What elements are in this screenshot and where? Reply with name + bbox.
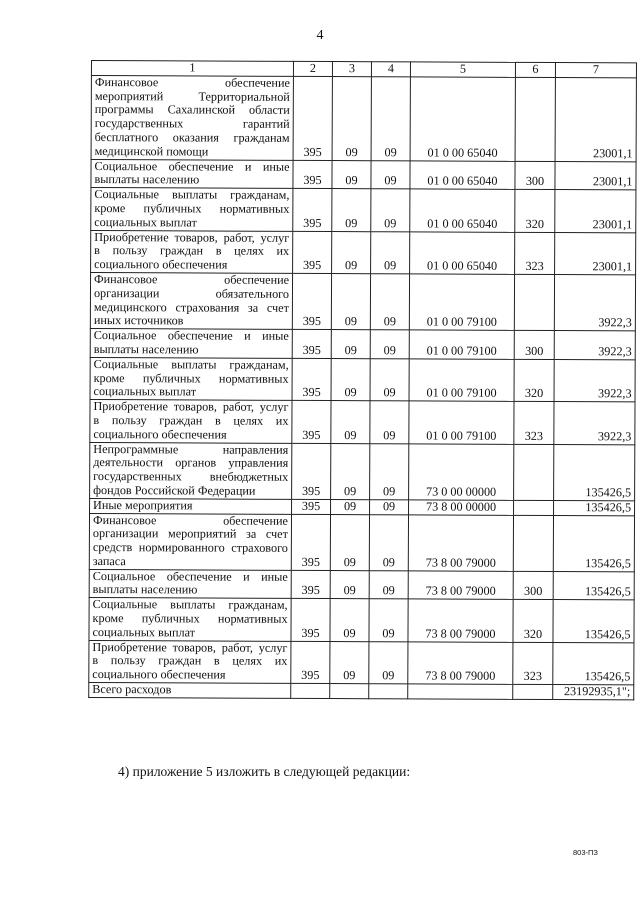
row-name-cell: Финансовое обеспечение организации обязательного медицинского страхования за счет иных источников — [90, 272, 292, 329]
row-section-cell: 09 — [331, 358, 370, 401]
row-section-cell: 09 — [331, 443, 370, 499]
row-amount-cell: 3922,3 — [554, 359, 635, 402]
row-target-cell: 73 8 00 00000 — [409, 500, 514, 515]
table-row — [89, 513, 634, 572]
empty-cell — [369, 684, 408, 699]
row-amount-cell: 135426,5 — [553, 600, 634, 643]
document-code: 803-ПЗ — [573, 848, 598, 857]
table-row — [90, 357, 635, 402]
row-subsection-cell: 09 — [371, 231, 410, 274]
row-type-cell: 323 — [515, 232, 555, 275]
row-section-cell: 09 — [330, 514, 369, 570]
empty-cell — [408, 684, 513, 699]
table-row — [91, 188, 636, 233]
row-target-cell: 73 8 00 79000 — [408, 642, 513, 685]
row-amount-cell: 135426,5 — [553, 642, 634, 685]
row-amount-cell: 23001,1 — [555, 161, 636, 190]
row-code-cell: 395 — [291, 570, 330, 599]
row-section-cell: 09 — [330, 570, 369, 599]
row-name-cell: Финансовое обеспечение организации мероприятий за счет средств нормированного страхового запаса — [89, 513, 291, 570]
empty-cell — [513, 684, 553, 699]
row-type-cell: 300 — [514, 330, 554, 359]
row-type-cell — [515, 77, 555, 161]
row-amount-cell: 23001,1 — [555, 190, 636, 233]
row-subsection-cell: 09 — [370, 443, 409, 499]
row-code-cell: 395 — [291, 599, 330, 642]
header-cell: 4 — [371, 62, 410, 77]
row-target-cell: 01 0 00 65040 — [410, 189, 515, 232]
row-name-cell: Приобретение товаров, работ, услуг в пользу граждан в целях их социального обеспечения — [89, 640, 291, 683]
row-section-cell: 09 — [332, 76, 371, 160]
header-cell: 5 — [410, 62, 515, 77]
row-target-cell: 01 0 00 79100 — [409, 401, 514, 444]
row-subsection-cell: 09 — [369, 599, 408, 642]
total-amount: 23192935,1"; — [553, 685, 634, 700]
row-target-cell: 01 0 00 65040 — [410, 77, 515, 161]
empty-cell — [291, 683, 330, 698]
row-target-cell: 01 0 00 79100 — [409, 274, 514, 331]
header-cell: 2 — [293, 61, 332, 76]
row-code-cell: 395 — [292, 330, 331, 359]
row-target-cell: 73 8 00 79000 — [408, 514, 513, 571]
header-cell: 1 — [91, 61, 293, 77]
page-number: 4 — [316, 28, 324, 43]
row-amount-cell: 3922,3 — [554, 331, 635, 360]
row-section-cell: 09 — [332, 231, 371, 274]
row-amount-cell: 3922,3 — [554, 274, 635, 331]
header-cell: 3 — [332, 62, 371, 77]
table-row — [90, 400, 635, 445]
row-section-cell: 09 — [332, 160, 371, 189]
row-name-cell: Социальное обеспечение и иные выплаты населению — [89, 569, 291, 598]
table-row — [90, 329, 635, 360]
row-target-cell: 01 0 00 65040 — [410, 160, 515, 189]
row-amount-cell: 3922,3 — [554, 402, 635, 445]
row-target-cell: 73 8 00 79000 — [408, 571, 513, 600]
row-type-cell: 323 — [513, 642, 553, 685]
row-section-cell: 09 — [330, 641, 369, 684]
row-code-cell: 395 — [291, 514, 330, 570]
header-cell: 6 — [515, 62, 555, 77]
row-type-cell — [514, 500, 554, 515]
row-code-cell: 395 — [293, 76, 332, 160]
row-amount-cell: 135426,5 — [554, 500, 635, 515]
table-row — [91, 230, 636, 275]
row-subsection-cell: 09 — [371, 160, 410, 189]
row-type-cell — [513, 515, 553, 571]
row-subsection-cell: 09 — [369, 514, 408, 570]
row-type-cell: 320 — [514, 359, 554, 402]
row-code-cell: 395 — [291, 641, 330, 684]
row-amount-cell: 135426,5 — [554, 444, 635, 501]
row-target-cell: 01 0 00 65040 — [410, 231, 515, 274]
row-name-cell: Иные мероприятия — [90, 498, 292, 514]
row-type-cell: 320 — [515, 190, 555, 233]
row-type-cell — [514, 444, 554, 500]
row-amount-cell: 23001,1 — [555, 77, 636, 161]
row-type-cell: 300 — [513, 571, 553, 600]
row-subsection-cell: 09 — [370, 358, 409, 401]
row-code-cell: 395 — [293, 189, 332, 232]
row-section-cell: 09 — [330, 599, 369, 642]
empty-cell — [330, 684, 369, 699]
row-type-cell: 323 — [514, 401, 554, 444]
row-code-cell: 395 — [293, 231, 332, 274]
total-label: Всего расходов — [89, 683, 291, 699]
expenditure-table — [88, 60, 637, 700]
row-target-cell: 01 0 00 79100 — [409, 359, 514, 402]
row-name-cell: Социальное обеспечение и иные выплаты населению — [90, 329, 292, 358]
row-subsection-cell: 09 — [371, 77, 410, 161]
row-code-cell: 395 — [293, 160, 332, 189]
row-section-cell: 09 — [331, 401, 370, 444]
row-code-cell: 395 — [292, 358, 331, 401]
row-name-cell: Социальные выплаты гражданам, кроме публичных нормативных социальных выплат — [91, 188, 293, 231]
table-row — [89, 640, 634, 685]
row-code-cell: 395 — [292, 499, 331, 514]
row-type-cell — [514, 274, 554, 330]
header-cell: 7 — [555, 63, 636, 78]
row-section-cell: 09 — [331, 274, 370, 330]
row-name-cell: Приобретение товаров, работ, услуг в пользу граждан в целях их социального обеспечения — [90, 400, 292, 443]
row-section-cell: 09 — [331, 499, 370, 514]
row-name-cell: Финансовое обеспечение мероприятий Территориальной программы Сахалинской области государственных гарантий бесплатного оказания гражданам медицинской помощи — [91, 75, 293, 160]
row-target-cell: 01 0 00 79100 — [409, 330, 514, 359]
row-amount-cell: 135426,5 — [553, 571, 634, 600]
table-row — [91, 75, 636, 161]
table-row — [91, 159, 636, 190]
row-amount-cell: 135426,5 — [553, 515, 634, 572]
amendment-text: 4) приложение 5 изложить в следующей редакции: — [118, 764, 411, 779]
row-name-cell: Социальные выплаты гражданам, кроме публичных нормативных социальных выплат — [89, 598, 291, 641]
row-type-cell: 300 — [515, 161, 555, 190]
table-row — [90, 272, 635, 331]
row-type-cell: 320 — [513, 600, 553, 643]
row-code-cell: 395 — [292, 443, 331, 499]
row-amount-cell: 23001,1 — [555, 232, 636, 275]
row-section-cell: 09 — [331, 330, 370, 359]
total-row — [89, 683, 634, 700]
row-name-cell: Социальное обеспечение и иные выплаты населению — [91, 159, 293, 188]
row-section-cell: 09 — [332, 189, 371, 232]
row-code-cell: 395 — [292, 273, 331, 329]
table-row — [89, 569, 634, 600]
row-subsection-cell: 09 — [370, 274, 409, 330]
row-name-cell: Приобретение товаров, работ, услуг в пользу граждан в целях их социального обеспечения — [91, 230, 293, 273]
row-subsection-cell: 09 — [369, 641, 408, 684]
row-subsection-cell: 09 — [370, 330, 409, 359]
row-code-cell: 395 — [292, 401, 331, 444]
row-subsection-cell: 09 — [369, 570, 408, 599]
row-target-cell: 73 8 00 79000 — [408, 599, 513, 642]
row-name-cell: Непрограммные направления деятельности органов управления государственных внебюджетных фондов Российской Федерации — [90, 442, 292, 499]
row-subsection-cell: 09 — [370, 499, 409, 514]
row-name-cell: Социальные выплаты гражданам, кроме публичных нормативных социальных выплат — [90, 357, 292, 400]
table-row — [90, 442, 635, 501]
row-subsection-cell: 09 — [370, 401, 409, 444]
row-subsection-cell: 09 — [371, 189, 410, 232]
row-target-cell: 73 0 00 00000 — [409, 443, 514, 500]
table-row — [89, 598, 634, 643]
